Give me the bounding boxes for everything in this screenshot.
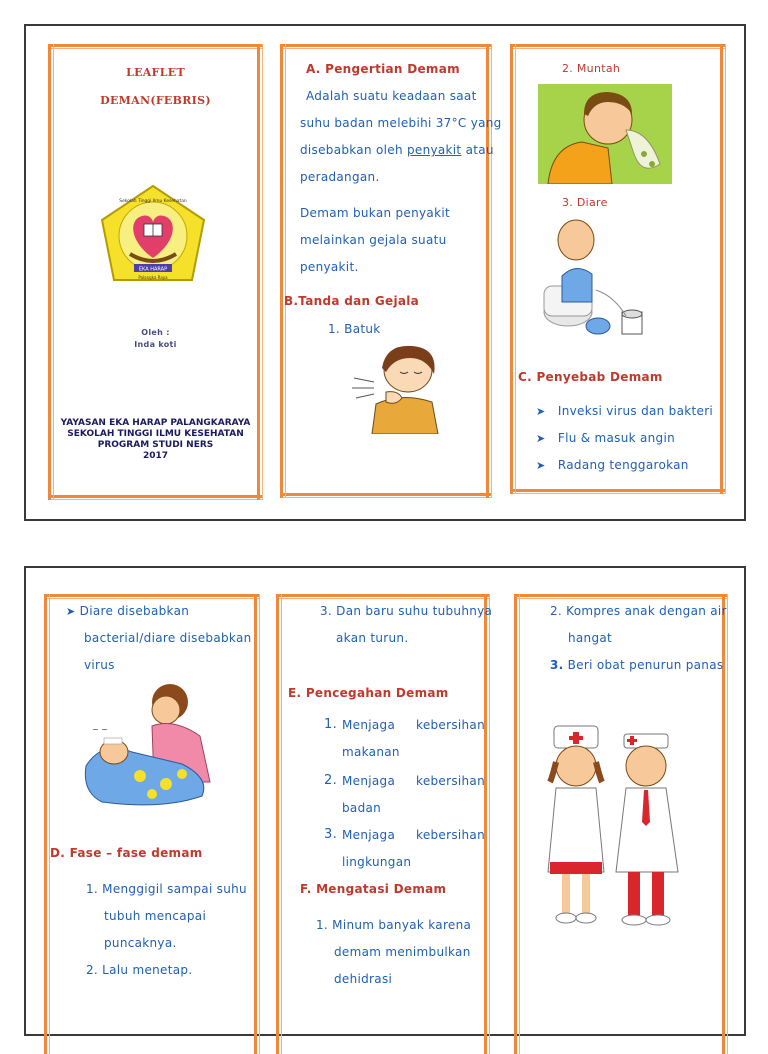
phase-line2: tubuh mencapai	[104, 909, 207, 923]
treatment1-line2: demam menimbulkan	[334, 945, 471, 959]
prevention-3-line2: lingkungan	[342, 855, 412, 869]
cover-title-line2: DEMAN(FEBRIS)	[100, 94, 211, 107]
arrow-bullet-icon: ➤	[536, 459, 546, 472]
heading-penyebab: C. Penyebab Demam	[518, 370, 663, 384]
institution-line2: SEKOLAH TINGGI ILMU KESEHATAN	[67, 429, 244, 439]
school-logo-icon	[100, 184, 206, 286]
cause-item-1: ➤ Inveksi virus dan bakteri	[536, 404, 714, 418]
symptom-batuk: 1. Batuk	[328, 322, 381, 336]
institution-line1: YAYASAN EKA HARAP PALANGKARAYA	[60, 418, 251, 428]
treatment2-line2: hangat	[568, 631, 613, 645]
heading-pencegahan: E. Pencegahan Demam	[288, 686, 449, 700]
treatment3-line: 3. Beri obat penurun panas	[550, 658, 724, 672]
definition-line4: peradangan.	[300, 170, 380, 184]
vomiting-child-icon	[538, 84, 672, 184]
prevention-panel	[276, 594, 493, 1054]
by-label: Oleh :	[141, 328, 170, 337]
nurse-doctor-kids-icon	[544, 722, 694, 932]
penyakit-link: penyakit	[406, 143, 462, 157]
prevention-3-obj: kebersihan	[416, 828, 485, 842]
leaflet-back-sheet	[24, 566, 746, 1036]
heading-tanda-gejala: B.Tanda dan Gejala	[284, 294, 420, 308]
arrow-bullet-icon: ➤	[536, 405, 546, 418]
heading-fase-demam: D. Fase – fase demam	[50, 846, 203, 860]
phase-line3: puncaknya.	[104, 936, 177, 950]
phase-line4: 2. Lalu menetap.	[86, 963, 193, 977]
leaflet-front-sheet	[24, 24, 746, 521]
definition-line2: suhu badan melebihi 37°C yang	[300, 116, 502, 130]
cause-item-3: ➤ Radang tenggarokan	[536, 458, 689, 472]
mother-caring-child-icon	[82, 682, 232, 810]
prevention-3-num: 3.	[324, 827, 338, 842]
symptom-muntah: 2. Muntah	[562, 62, 621, 75]
prevention-1-line2: makanan	[342, 745, 400, 759]
svg-text:~ ~: ~ ~	[92, 725, 108, 734]
diarrhea-baby-icon	[538, 216, 648, 346]
definition-line1: Adalah suatu keadaan saat	[306, 89, 477, 103]
treatment-panel	[514, 594, 728, 1054]
institution-line3: PROGRAM STUDI NERS	[97, 440, 214, 450]
arrow-bullet-icon: ➤	[536, 432, 546, 445]
symptoms-causes-panel	[510, 44, 726, 494]
phase-line1: 1. Menggigil sampai suhu	[86, 882, 247, 896]
definition-line3: disebabkan oleh penyakit atau	[300, 143, 494, 157]
cause-item-2: ➤ Flu & masuk angin	[536, 431, 675, 445]
logo-top-text: Sekolah Tinggi Ilmu Kesehatan	[119, 199, 187, 204]
treatment2-line1: 2. Kompres anak dengan air	[550, 604, 727, 618]
prevention-2-obj: kebersihan	[416, 774, 485, 788]
heading-mengatasi: F. Mengatasi Demam	[300, 882, 447, 896]
phases-panel	[44, 594, 260, 1054]
definition2-line3: penyakit.	[300, 260, 359, 274]
treatment1-line1: 1. Minum banyak karena	[316, 918, 472, 932]
author-name: Inda koti	[134, 340, 177, 349]
prevention-1-word: Menjaga	[342, 718, 396, 732]
diare-cause-line1: ➤ Diare disebabkan	[66, 604, 190, 618]
prevention-2-line2: badan	[342, 801, 382, 815]
prevention-1-num: 1.	[324, 717, 338, 732]
arrow-bullet-icon: ➤	[66, 605, 76, 618]
phase3-line1: 3. Dan baru suhu tubuhnya	[320, 604, 493, 618]
logo-banner-text: EKA HARAP	[138, 266, 168, 273]
heading-pengertian: A. Pengertian Demam	[306, 62, 460, 76]
prevention-1-obj: kebersihan	[416, 718, 485, 732]
coughing-child-icon	[346, 342, 458, 434]
prevention-2-num: 2.	[324, 773, 338, 788]
cover-title-line1: LEAFLET	[126, 66, 185, 79]
logo-bottom-text: Palangka Raya	[138, 275, 168, 280]
treatment1-line3: dehidrasi	[334, 972, 393, 986]
cover-panel	[48, 44, 263, 500]
institution-year: 2017	[142, 451, 169, 461]
diare-cause-line2: bacterial/diare disebabkan	[84, 631, 252, 645]
definition2-line1: Demam bukan penyakit	[300, 206, 450, 220]
definition-panel	[280, 44, 502, 498]
prevention-2-word: Menjaga	[342, 774, 396, 788]
diare-cause-line3: virus	[84, 658, 115, 672]
prevention-3-word: Menjaga	[342, 828, 396, 842]
phase3-line2: akan turun.	[336, 631, 409, 645]
definition2-line2: melainkan gejala suatu	[300, 233, 447, 247]
symptom-diare: 3. Diare	[562, 196, 608, 209]
